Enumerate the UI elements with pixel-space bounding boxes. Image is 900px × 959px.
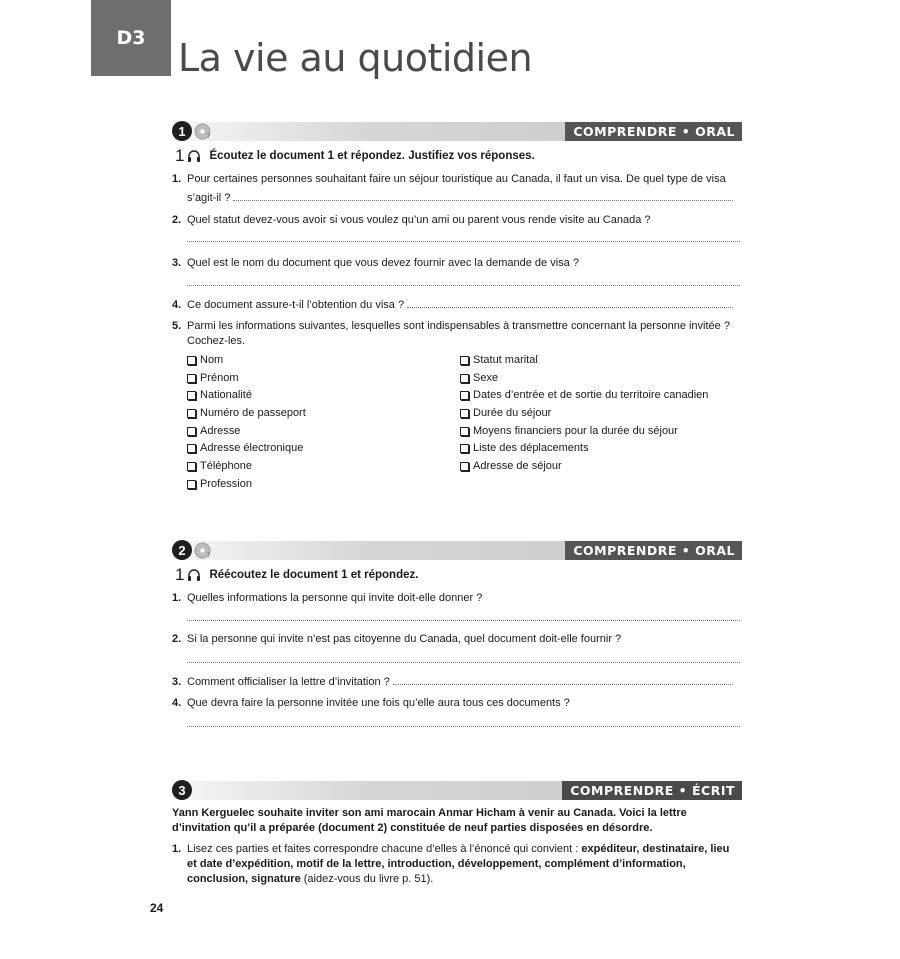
answer-line[interactable] bbox=[407, 307, 733, 308]
question-text: Parmi les informations suivantes, lesquelles sont indispensables à transmettre concernant la personne invitée ? bbox=[187, 320, 730, 332]
instruction-2 bbox=[175, 565, 418, 585]
answer-line[interactable] bbox=[187, 619, 740, 621]
checkbox-label: Dates d’entrée et de sortie du territoire canadien bbox=[473, 389, 709, 401]
instruction-1 bbox=[175, 146, 535, 166]
section-3-header bbox=[172, 781, 742, 800]
instruction-text: Écoutez le document 1 et répondez. Justifiez vos réponses. bbox=[209, 150, 535, 162]
checkbox-label: Nationalité bbox=[200, 389, 252, 401]
question-text: Ce document assure-t-il l’obtention du visa ? bbox=[187, 299, 405, 311]
cd-icon bbox=[194, 542, 211, 559]
question-number: 3. bbox=[172, 257, 182, 269]
headphones-icon bbox=[187, 149, 201, 163]
checkbox-prenom[interactable] bbox=[187, 371, 239, 385]
track-number: 1 bbox=[175, 565, 185, 584]
checkbox-label: Sexe bbox=[473, 372, 499, 384]
checkbox-passeport[interactable] bbox=[187, 406, 306, 420]
answer-line[interactable] bbox=[187, 240, 740, 242]
answer-line[interactable] bbox=[187, 725, 740, 727]
checkbox-icon[interactable] bbox=[187, 444, 196, 453]
question-number: 1. bbox=[172, 843, 182, 855]
checkbox-icon[interactable] bbox=[460, 391, 469, 400]
question-number: 5. bbox=[172, 320, 182, 332]
checkbox-icon[interactable] bbox=[460, 409, 469, 418]
checkbox-adresse-electronique[interactable] bbox=[187, 441, 303, 455]
checkbox-label: Téléphone bbox=[200, 460, 252, 472]
question-text: Si la personne qui invite n’est pas citoyenne du Canada, quel document doit-elle fournir ? bbox=[187, 633, 622, 645]
checkbox-label: Durée du séjour bbox=[473, 407, 552, 419]
question-2-1 bbox=[172, 591, 742, 606]
section-1-header bbox=[172, 122, 742, 141]
checkbox-label: Adresse de séjour bbox=[473, 460, 562, 472]
checkbox-icon[interactable] bbox=[460, 374, 469, 383]
question-text: Quel statut devez-vous avoir si vous voulez qu’un ami ou parent vous rende visite au Canada ? bbox=[187, 214, 651, 226]
question-text-cont: s’agit-il ? bbox=[187, 192, 231, 204]
section-number: 1 bbox=[172, 121, 192, 141]
page-title: La vie au quotidien bbox=[178, 36, 533, 80]
checkbox-adresse[interactable] bbox=[187, 424, 240, 438]
section-3-intro: Yann Kerguelec souhaite inviter son ami marocain Anmar Hicham à venir au Canada. Voici la lettre d’invitation qu’il a préparée (document 2) constituée de neuf parties disposées en désordre. bbox=[172, 807, 687, 834]
question-3-1 bbox=[172, 842, 732, 887]
page-number: 24 bbox=[150, 901, 164, 915]
checkbox-nationalite[interactable] bbox=[187, 388, 252, 402]
section-number: 2 bbox=[172, 540, 192, 560]
checkbox-label: Numéro de passeport bbox=[200, 407, 306, 419]
section-number: 3 bbox=[172, 780, 192, 800]
checkbox-icon[interactable] bbox=[187, 427, 196, 436]
cd-icon bbox=[194, 123, 211, 140]
svg-text:7: 7 bbox=[207, 134, 211, 140]
checkbox-icon[interactable] bbox=[187, 409, 196, 418]
checkbox-label: Adresse électronique bbox=[200, 442, 304, 454]
unit-badge: D3 bbox=[91, 0, 171, 76]
question-2-3 bbox=[172, 675, 742, 690]
section-label: COMPRENDRE • ORAL bbox=[565, 122, 742, 141]
question-number: 1. bbox=[172, 173, 182, 185]
headphones-icon bbox=[187, 568, 201, 582]
checkbox-sexe[interactable] bbox=[460, 371, 498, 385]
question-text-cont: Cochez-les. bbox=[187, 335, 246, 347]
checkbox-label: Liste des déplacements bbox=[473, 442, 589, 454]
checkbox-dates[interactable] bbox=[460, 388, 708, 402]
question-number: 3. bbox=[172, 676, 182, 688]
section-label: COMPRENDRE • ORAL bbox=[565, 541, 742, 560]
answer-line[interactable] bbox=[187, 284, 740, 286]
question-1-5 bbox=[172, 319, 742, 349]
svg-text:7: 7 bbox=[207, 553, 211, 559]
question-2-4 bbox=[172, 696, 742, 711]
section-2-header bbox=[172, 541, 742, 560]
checkbox-icon[interactable] bbox=[460, 462, 469, 471]
question-bold-text: expéditeur, destinataire, lieu et date d’expédition, motif de la lettre, introduction, développement, complément d’information, conclusion, signature bbox=[187, 843, 730, 885]
checkbox-label: Adresse bbox=[200, 425, 241, 437]
checkbox-label: Profession bbox=[200, 478, 252, 490]
checkbox-deplacements[interactable] bbox=[460, 441, 589, 455]
answer-line[interactable] bbox=[187, 661, 740, 663]
question-number: 2. bbox=[172, 633, 182, 645]
question-number: 4. bbox=[172, 299, 182, 311]
instruction-text: Réécoutez le document 1 et répondez. bbox=[209, 569, 419, 581]
checkbox-label: Nom bbox=[200, 354, 224, 366]
question-text: Que devra faire la personne invitée une fois qu’elle aura tous ces documents ? bbox=[187, 697, 570, 709]
checkbox-profession[interactable] bbox=[187, 477, 252, 491]
question-text-end: (aidez-vous du livre p. 51). bbox=[303, 873, 434, 885]
answer-line[interactable] bbox=[233, 200, 733, 201]
question-number: 2. bbox=[172, 214, 182, 226]
checkbox-label: Statut marital bbox=[473, 354, 538, 366]
question-number: 4. bbox=[172, 697, 182, 709]
checkbox-telephone[interactable] bbox=[187, 459, 252, 473]
answer-line[interactable] bbox=[393, 684, 733, 685]
checkbox-icon[interactable] bbox=[460, 444, 469, 453]
checkbox-icon[interactable] bbox=[187, 356, 196, 365]
checkbox-label: Moyens financiers pour la durée du séjour bbox=[473, 425, 678, 437]
track-number: 1 bbox=[175, 146, 185, 165]
checkbox-moyens[interactable] bbox=[460, 424, 678, 438]
checkbox-icon[interactable] bbox=[187, 391, 196, 400]
checkbox-icon[interactable] bbox=[187, 462, 196, 471]
checkbox-statut-marital[interactable] bbox=[460, 353, 538, 367]
section-label: COMPRENDRE • ÉCRIT bbox=[562, 781, 742, 800]
checkbox-icon[interactable] bbox=[187, 480, 196, 489]
checkbox-icon[interactable] bbox=[460, 427, 469, 436]
checkbox-icon[interactable] bbox=[460, 356, 469, 365]
question-1-2 bbox=[172, 213, 742, 228]
checkbox-label: Prénom bbox=[200, 372, 239, 384]
question-text: Comment officialiser la lettre d’invitation ? bbox=[187, 676, 390, 688]
checkbox-icon[interactable] bbox=[187, 374, 196, 383]
question-text: Quel est le nom du document que vous devez fournir avec la demande de visa ? bbox=[187, 257, 579, 269]
question-2-2 bbox=[172, 632, 742, 647]
question-1-1 bbox=[172, 172, 742, 206]
question-text: Pour certaines personnes souhaitant faire un séjour touristique au Canada, il faut un visa. De quel type de visa bbox=[187, 173, 726, 185]
question-1-3 bbox=[172, 256, 742, 271]
question-number: 1. bbox=[172, 592, 182, 604]
checkbox-duree[interactable] bbox=[460, 406, 551, 420]
checkbox-adresse-sejour[interactable] bbox=[460, 459, 562, 473]
question-text: Lisez ces parties et faites correspondre chacune d’elles à l’énoncé qui convient : bbox=[187, 843, 579, 855]
question-1-4 bbox=[172, 298, 742, 313]
question-text: Quelles informations la personne qui invite doit-elle donner ? bbox=[187, 592, 483, 604]
checkbox-nom[interactable] bbox=[187, 353, 223, 367]
